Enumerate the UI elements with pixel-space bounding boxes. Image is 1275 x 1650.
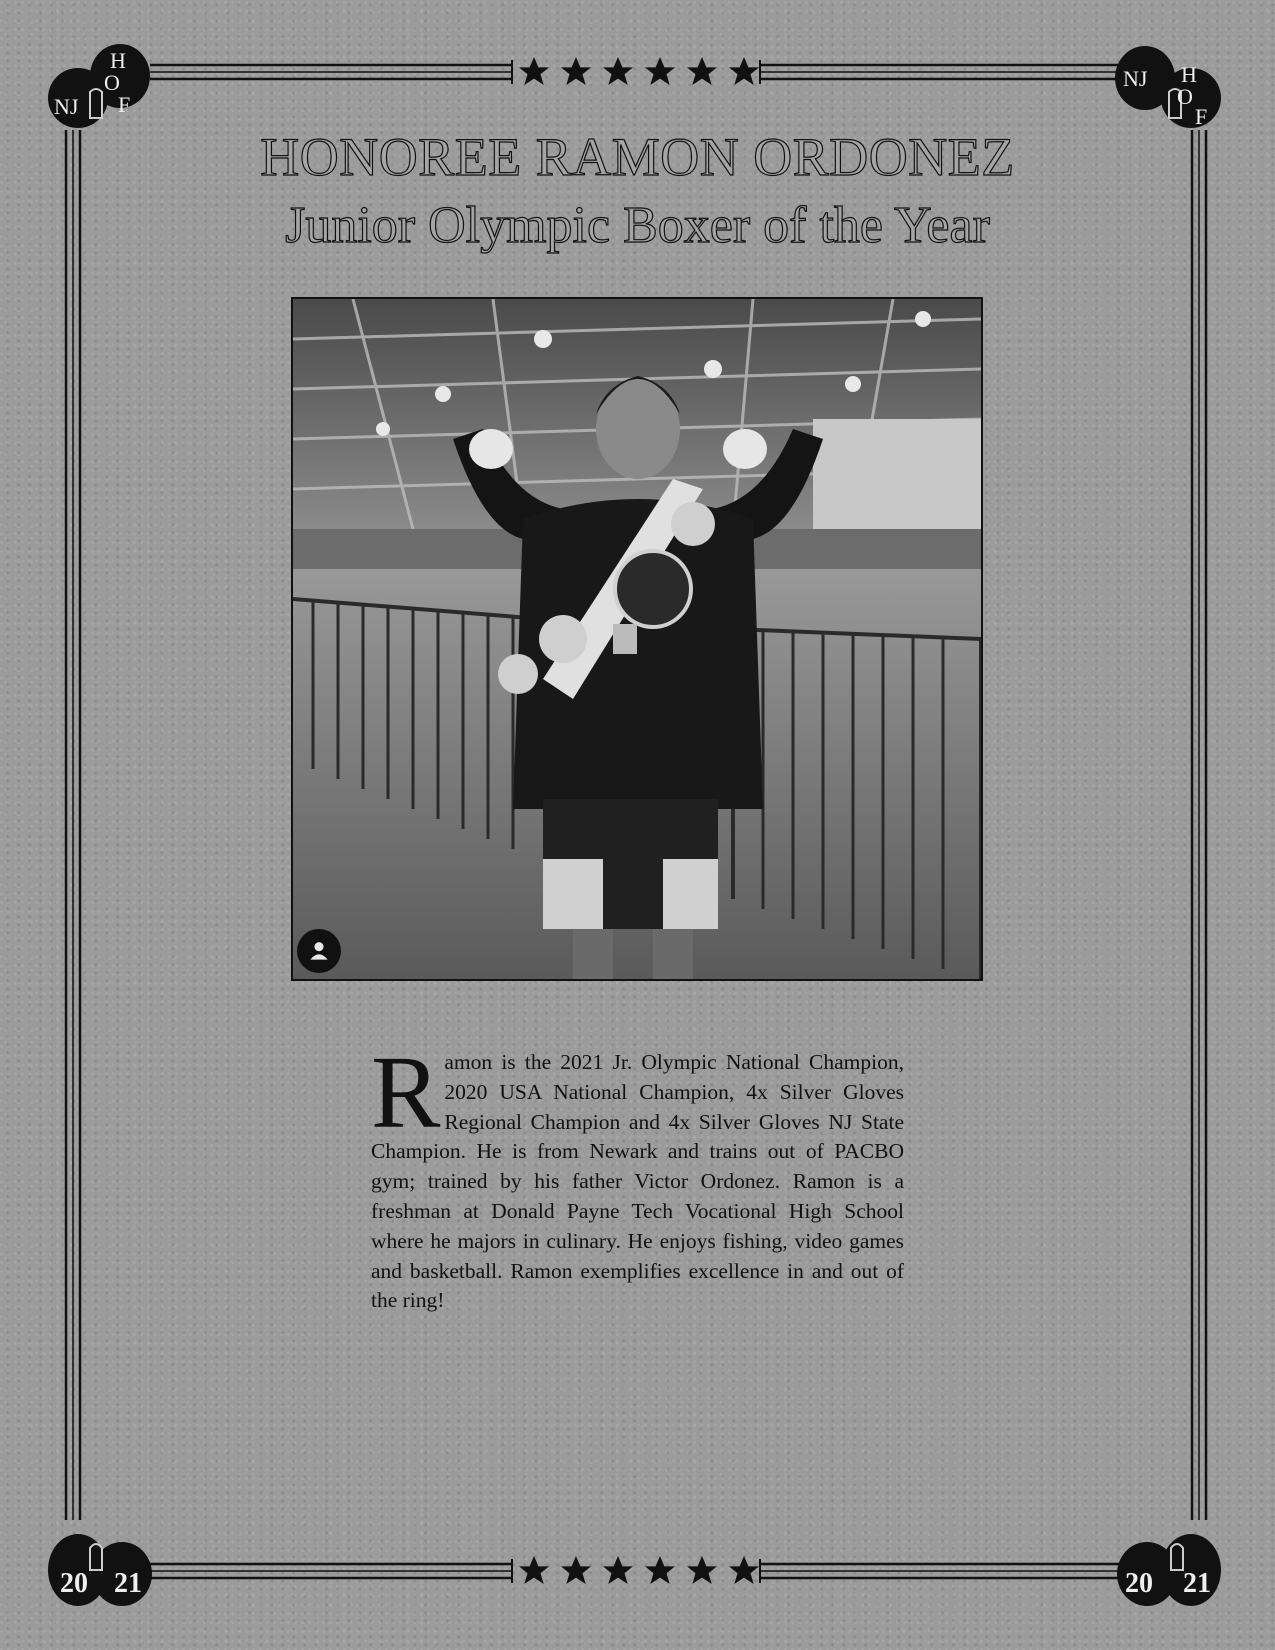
logo-f: F xyxy=(1195,104,1208,129)
logo-nj: NJ xyxy=(1123,66,1148,91)
star-icon xyxy=(729,57,759,85)
star-icon xyxy=(519,57,549,85)
star-icon xyxy=(645,1556,675,1584)
logo-o: O xyxy=(104,70,120,95)
year-left: 20 xyxy=(1125,1568,1153,1599)
star-icon xyxy=(687,1556,717,1584)
bio-text: amon is the 2021 Jr. Olympic National Champion, 2020 USA National Champion, 4x Silver Gloves Regional Champion and 4x Silver Gloves NJ State Champion. He is from Newark and trains out of PACBO gym; trained by his father Victor Ordonez. Ramon is a freshman at Donald Payne Tech Vocational High School where he majors in culinary. He enjoys fishing, video games and basketball. Ramon exemplifies excellence in and out of the ring! xyxy=(371,1050,904,1313)
star-icon xyxy=(729,1556,759,1584)
logo-h: H xyxy=(110,48,126,73)
logo-f: F xyxy=(118,92,131,117)
user-avatar-icon xyxy=(297,929,341,973)
honoree-photo xyxy=(291,297,983,981)
star-icon xyxy=(645,57,675,85)
page-title: HONOREE RAMON ORDONEZ xyxy=(260,127,1015,187)
star-icon xyxy=(603,57,633,85)
corner-logo-bottom-right xyxy=(1115,1518,1225,1608)
bio-dropcap: R xyxy=(371,1035,441,1150)
year-right: 21 xyxy=(1183,1568,1211,1599)
star-icon xyxy=(561,57,591,85)
year-right: 21 xyxy=(114,1568,142,1599)
logo-nj: NJ xyxy=(54,94,79,119)
star-icon xyxy=(519,1556,549,1584)
logo-o: O xyxy=(1177,84,1193,109)
star-row-bottom xyxy=(519,1556,759,1584)
star-icon xyxy=(561,1556,591,1584)
star-row-top xyxy=(519,57,759,85)
star-icon xyxy=(603,1556,633,1584)
corner-logo-top-right xyxy=(1115,40,1225,130)
honoree-bio xyxy=(371,1035,904,1316)
year-left: 20 xyxy=(60,1568,88,1599)
page-subtitle: Junior Olympic Boxer of the Year xyxy=(285,197,990,254)
star-icon xyxy=(687,57,717,85)
photo-illustration xyxy=(293,299,981,979)
corner-logo-bottom-left xyxy=(46,1518,156,1608)
corner-logo-top-left xyxy=(46,40,156,130)
logo-h: H xyxy=(1181,62,1197,87)
